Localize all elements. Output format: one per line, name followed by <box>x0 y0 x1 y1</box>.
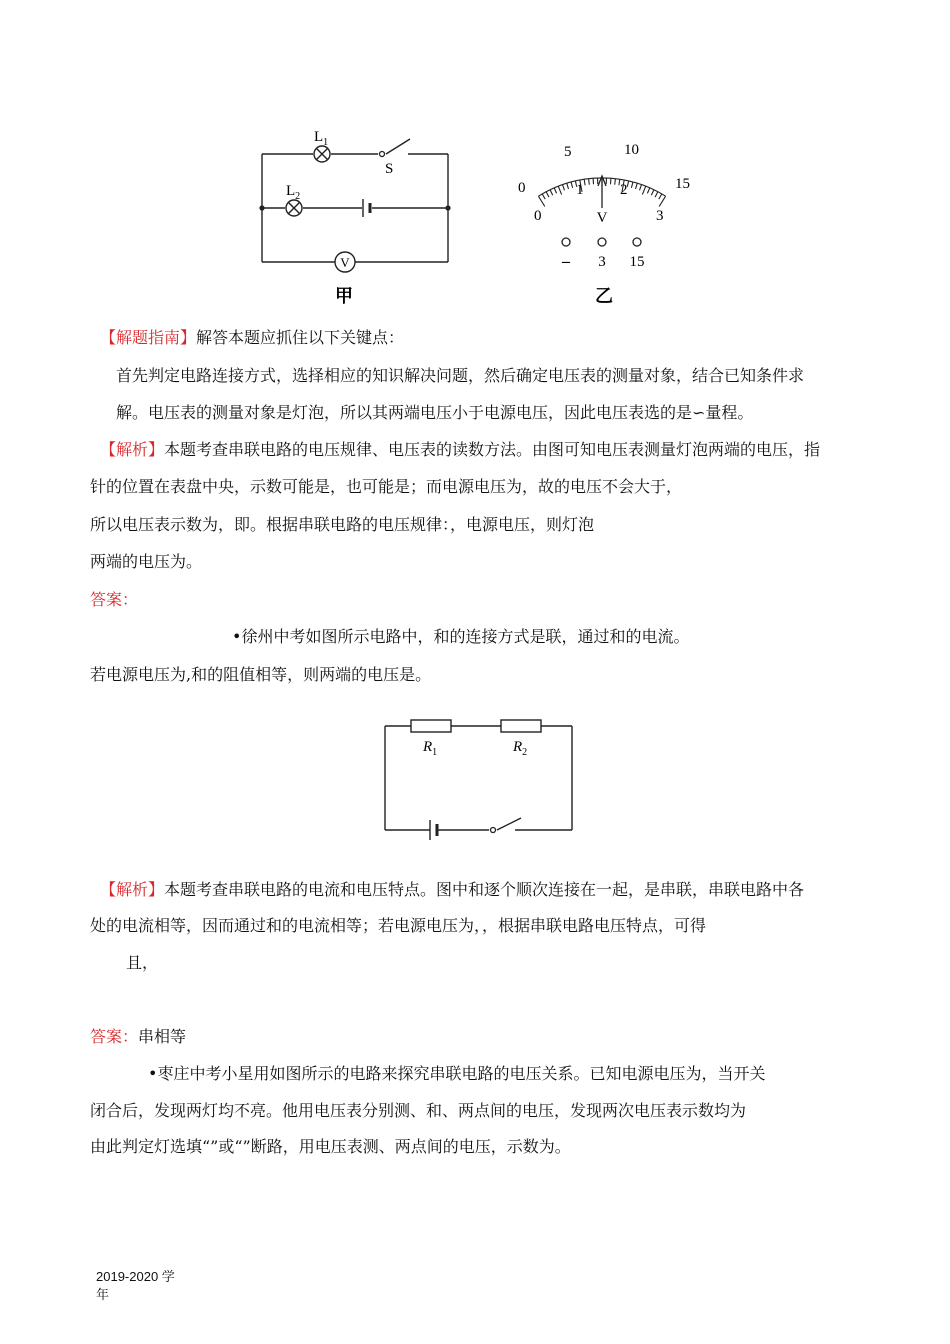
footer-line-1: 2019-2020 学 <box>96 1269 175 1284</box>
terminal-3: 3 <box>598 254 606 270</box>
dial-tick <box>655 192 658 197</box>
answer2-label: 答案： <box>90 1027 139 1046</box>
analysis2-tag: 【解析】 <box>100 880 165 899</box>
circuit-diagram-jia <box>250 120 460 310</box>
question3-line-1: •枣庄中考小星用如图所示的电路来探究串联电路的电压关系。已知电源电压为，当开关 <box>148 1064 766 1083</box>
guide-text: 解答本题应抓住以下关键点： <box>196 328 405 347</box>
analysis1-text-1: 本题考查串联电路的电压规律、电压表的读数方法。由图可知电压表测量灯泡两端的电压，指 <box>164 440 821 459</box>
dial-tick <box>567 183 569 189</box>
answer1-label: 答案： <box>90 590 139 609</box>
lower-scale-3: 3 <box>656 208 664 224</box>
dial-tick <box>647 188 649 194</box>
lamp-l1-icon <box>314 146 330 162</box>
lower-scale-2: 2 <box>620 182 628 198</box>
upper-scale-0: 0 <box>518 180 526 196</box>
caption-jia: 甲 <box>335 286 353 307</box>
dial-tick <box>584 179 585 185</box>
answer1 <box>90 589 138 611</box>
question3-line-2: 闭合后，发现两灯均不亮。他用电压表分别测、和、两点间的电压，发现两次电压表示数均为 <box>90 1101 747 1120</box>
guide-line-1: 首先判定电路连接方式，选择相应的知识解决问题，然后确定电压表的测量对象，结合已知条件求 <box>116 366 805 385</box>
dial-tick <box>631 182 633 188</box>
dial-tick <box>550 190 553 195</box>
dial-tick <box>554 188 556 194</box>
dial-needle-arrow <box>598 176 606 208</box>
analysis1-line-2: 针的位置在表盘中央，示数可能是，也可能是；而电源电压为，故的电压不会大于， <box>90 477 683 496</box>
footer-line-2: 年 <box>96 1287 110 1302</box>
guide-line-2: 解。电压表的测量对象是灯泡，所以其两端电压小于电源电压，因此电压表选的是∽量程。 <box>116 403 754 422</box>
resistor-r2-icon <box>501 720 541 732</box>
question2-line-1: •徐州中考如图所示电路中，和的连接方式是联，通过和的电流。 <box>232 627 690 646</box>
dial-tick <box>659 194 662 199</box>
lamp-l2-icon <box>286 200 302 216</box>
lower-scale-0: 0 <box>534 208 542 224</box>
resistor-r1-icon <box>411 720 451 732</box>
analysis1-tag: 【解析】 <box>100 440 165 459</box>
answer2 <box>90 1026 186 1048</box>
guide-tag: 【解题指南】 <box>100 328 197 347</box>
dial-tick <box>642 186 645 194</box>
analysis2-line-3: 且， <box>126 953 159 972</box>
question3-line-3: 由此判定灯选填“”或“”断路，用电压表测、两点间的电压，示数为。 <box>90 1137 571 1156</box>
label-l1: $L_1$ <box>314 129 329 148</box>
analysis1-line-3: 所以电压表示数为，即。根据串联电路的电压规律：，电源电压，则灯泡 <box>90 515 595 534</box>
analysis2-line-1 <box>100 879 804 901</box>
question2-line-2: 若电源电压为,和的阻值相等，则两端的电压是。 <box>90 665 432 684</box>
dial-tick <box>542 194 545 199</box>
upper-scale-5: 5 <box>564 144 572 160</box>
dial-tick <box>615 179 616 185</box>
circuit-diagram-series <box>375 712 585 842</box>
switch-icon <box>491 828 496 833</box>
analysis2-text-1: 本题考查串联电路的电流和电压特点。图中和逐个顺次连接在一起，是串联，串联电路中各 <box>164 880 805 899</box>
label-s: S <box>385 161 394 177</box>
dial-tick <box>651 190 654 195</box>
unit-v: V <box>596 210 608 226</box>
terminal-icons <box>562 238 641 246</box>
answer2-text: 串相等 <box>138 1027 187 1046</box>
dial-tick <box>640 185 642 191</box>
dial-tick <box>546 192 549 197</box>
label-r2: $R_2$ <box>513 739 528 758</box>
label-l2: $L_2$ <box>286 183 301 202</box>
voltmeter-label: V <box>340 255 350 270</box>
analysis1-line-4: 两端的电压为。 <box>90 552 203 571</box>
caption-yi: 乙 <box>595 286 613 307</box>
upper-scale-10: 10 <box>624 142 639 158</box>
label-r1: $R_1$ <box>423 739 438 758</box>
dial-tick <box>563 185 565 191</box>
dial-tick <box>558 186 561 194</box>
dial-tick <box>589 179 590 185</box>
voltmeter-dial <box>500 128 710 308</box>
dial-tick <box>571 182 573 188</box>
footer <box>96 1268 175 1304</box>
analysis2-line-2: 处的电流相等，因而通过和的电流相等；若电源电压为，，根据串联电路电压特点，可得 <box>90 916 707 935</box>
terminal-15: 15 <box>629 254 645 270</box>
upper-scale-15: 15 <box>675 176 690 192</box>
terminal-minus: – <box>562 253 570 270</box>
guide-heading <box>100 327 404 349</box>
switch-s-icon <box>380 152 385 157</box>
battery-icon <box>430 820 437 840</box>
analysis1-line-1 <box>100 439 820 461</box>
lower-scale-1: 1 <box>576 182 584 198</box>
battery-icon <box>363 199 370 217</box>
dial-tick <box>636 183 638 189</box>
